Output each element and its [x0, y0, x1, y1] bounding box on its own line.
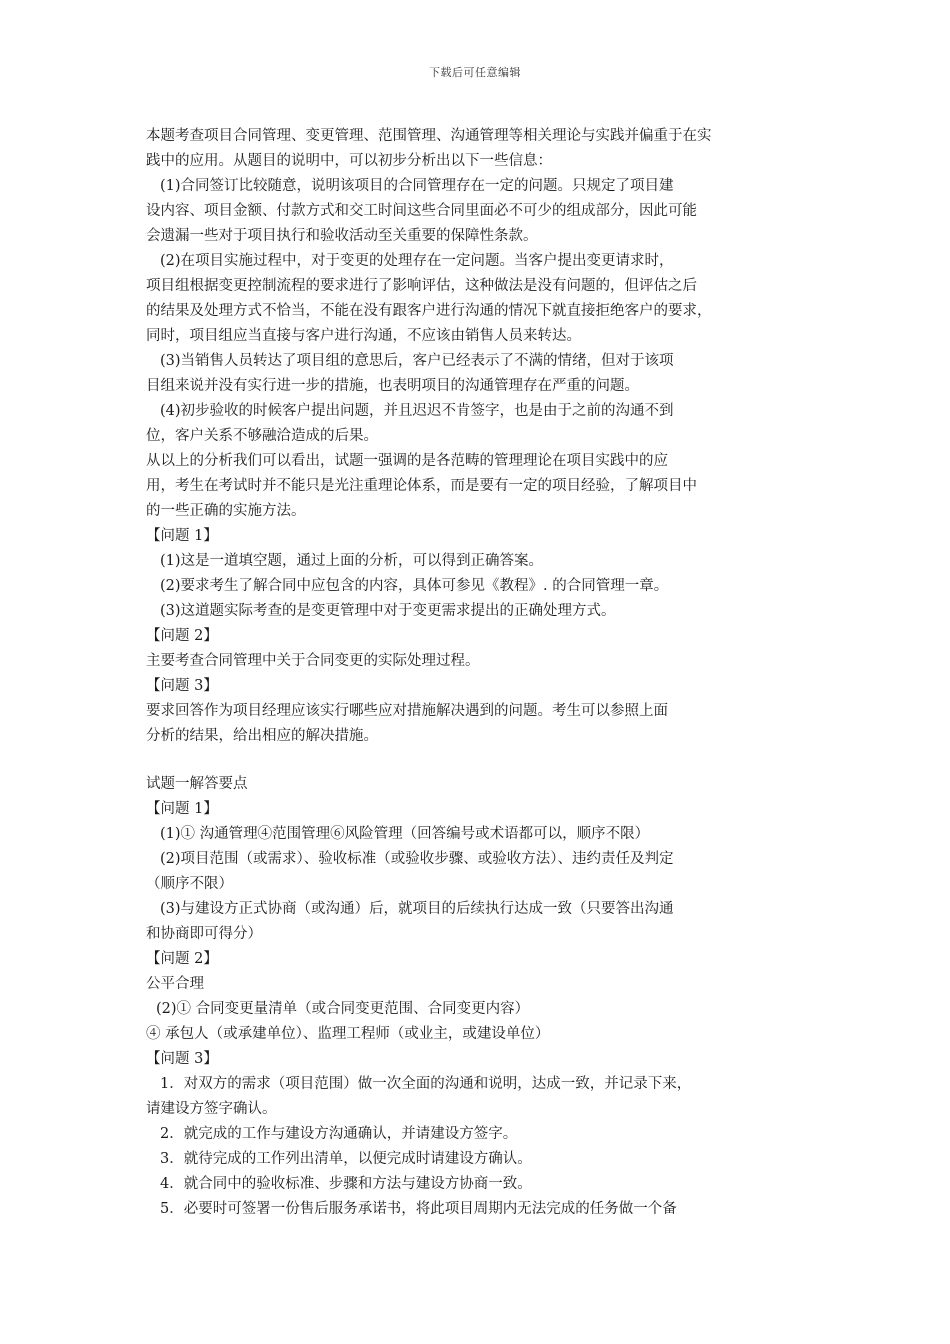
text-line: 和协商即可得分） — [146, 926, 262, 942]
text-line: 目组来说并没有实行进一步的措施，也表明项目的沟通管理存在严重的问题。 — [146, 378, 639, 394]
text-line: (3)当销售人员转达了项目组的意思后，客户已经表示了不满的情绪，但对于该项 — [160, 353, 674, 369]
paragraph-gap — [146, 749, 816, 772]
text-line: （顺序不限） — [146, 876, 233, 892]
text-line: 【问题 2】 — [146, 951, 218, 967]
text-line: 5．必要时可签署一份售后服务承诺书，将此项目周期内无法完成的任务做一个备 — [160, 1201, 677, 1217]
text-line: 的一些正确的实施方法。 — [146, 503, 306, 519]
text-line: (3)与建设方正式协商（或沟通）后，就项目的后续执行达成一致（只要答出沟通 — [160, 901, 674, 917]
text-line: ④ 承包人（或承建单位）、监理工程师（或业主，或建设单位） — [146, 1026, 550, 1042]
text-line: (3)这道题实际考查的是变更管理中对于变更需求提出的正确处理方式。 — [160, 603, 616, 619]
text-line: (2)在项目实施过程中，对于变更的处理存在一定问题。当客户提出变更请求时， — [160, 253, 674, 269]
text-line: 试题一解答要点 — [146, 776, 248, 792]
text-line: 【问题 1】 — [146, 801, 218, 817]
text-line: 分析的结果，给出相应的解决措施。 — [146, 728, 378, 744]
text-line: (1)合同签订比较随意，说明该项目的合同管理存在一定的问题。只规定了项目建 — [160, 178, 674, 194]
text-line: 会遗漏一些对于项目执行和验收活动至关重要的保障性条款。 — [146, 228, 538, 244]
text-line: 同时，项目组应当直接与客户进行沟通，不应该由销售人员来转达。 — [146, 328, 581, 344]
text-line: 项目组根据变更控制流程的要求进行了影响评估，这种做法是没有问题的，但评估之后 — [146, 278, 697, 294]
text-line: 2．就完成的工作与建设方沟通确认，并请建设方签字。 — [160, 1126, 518, 1142]
text-line: 【问题 3】 — [146, 1051, 218, 1067]
text-line: (2)① 合同变更量清单（或合同变更范围、合同变更内容） — [156, 1001, 530, 1017]
text-line: 3．就待完成的工作列出清单，以便完成时请建设方确认。 — [160, 1151, 532, 1167]
text-line: (4)初步验收的时候客户提出问题，并且迟迟不肯签字，也是由于之前的沟通不到 — [160, 403, 674, 419]
text-line: 位，客户关系不够融洽造成的后果。 — [146, 428, 378, 444]
text-line: 【问题 3】 — [146, 678, 218, 694]
text-line: 的结果及处理方式不恰当，不能在没有跟客户进行沟通的情况下就直接拒绝客户的要求， — [146, 303, 712, 319]
text-line: 从以上的分析我们可以看出，试题一强调的是各范畴的管理理论在项目实践中的应 — [146, 453, 668, 469]
text-line: 践中的应用。从题目的说明中，可以初步分析出以下一些信息： — [146, 153, 552, 169]
text-line: 本题考查项目合同管理、变更管理、范围管理、沟通管理等相关理论与实践并偏重于在实 — [146, 128, 712, 144]
text-line: 用，考生在考试时并不能只是光注重理论体系，而是要有一定的项目经验，了解项目中 — [146, 478, 697, 494]
text-line: (1)① 沟通管理④范围管理⑥风险管理（回答编号或术语都可以，顺序不限） — [160, 826, 650, 842]
text-line: (1)这是一道填空题，通过上面的分析，可以得到正确答案。 — [160, 553, 544, 569]
text-line: 4．就合同中的验收标准、步骤和方法与建设方协商一致。 — [160, 1176, 532, 1192]
text-line: 1．对双方的需求（项目范围）做一次全面的沟通和说明，达成一致，并记录下来， — [160, 1076, 692, 1092]
text-line: (2)项目范围（或需求）、验收标准（或验收步骤、或验收方法）、违约责任及判定 — [160, 851, 674, 867]
page-header: 下载后可任意编辑 — [429, 66, 521, 79]
text-line: 【问题 2】 — [146, 628, 218, 644]
text-line: 主要考查合同管理中关于合同变更的实际处理过程。 — [146, 653, 480, 669]
text-line: 设内容、项目金额、付款方式和交工时间这些合同里面必不可少的组成部分，因此可能 — [146, 203, 697, 219]
text-line: 要求回答作为项目经理应该实行哪些应对措施解决遇到的问题。考生可以参照上面 — [146, 703, 668, 719]
text-line: 公平合理 — [146, 976, 204, 992]
text-line: 【问题 1】 — [146, 528, 218, 544]
text-line: (2)要求考生了解合同中应包含的内容，具体可参见《教程》. 的合同管理一章。 — [160, 578, 669, 594]
document-body — [146, 124, 816, 1222]
text-line: 请建设方签字确认。 — [146, 1101, 277, 1117]
